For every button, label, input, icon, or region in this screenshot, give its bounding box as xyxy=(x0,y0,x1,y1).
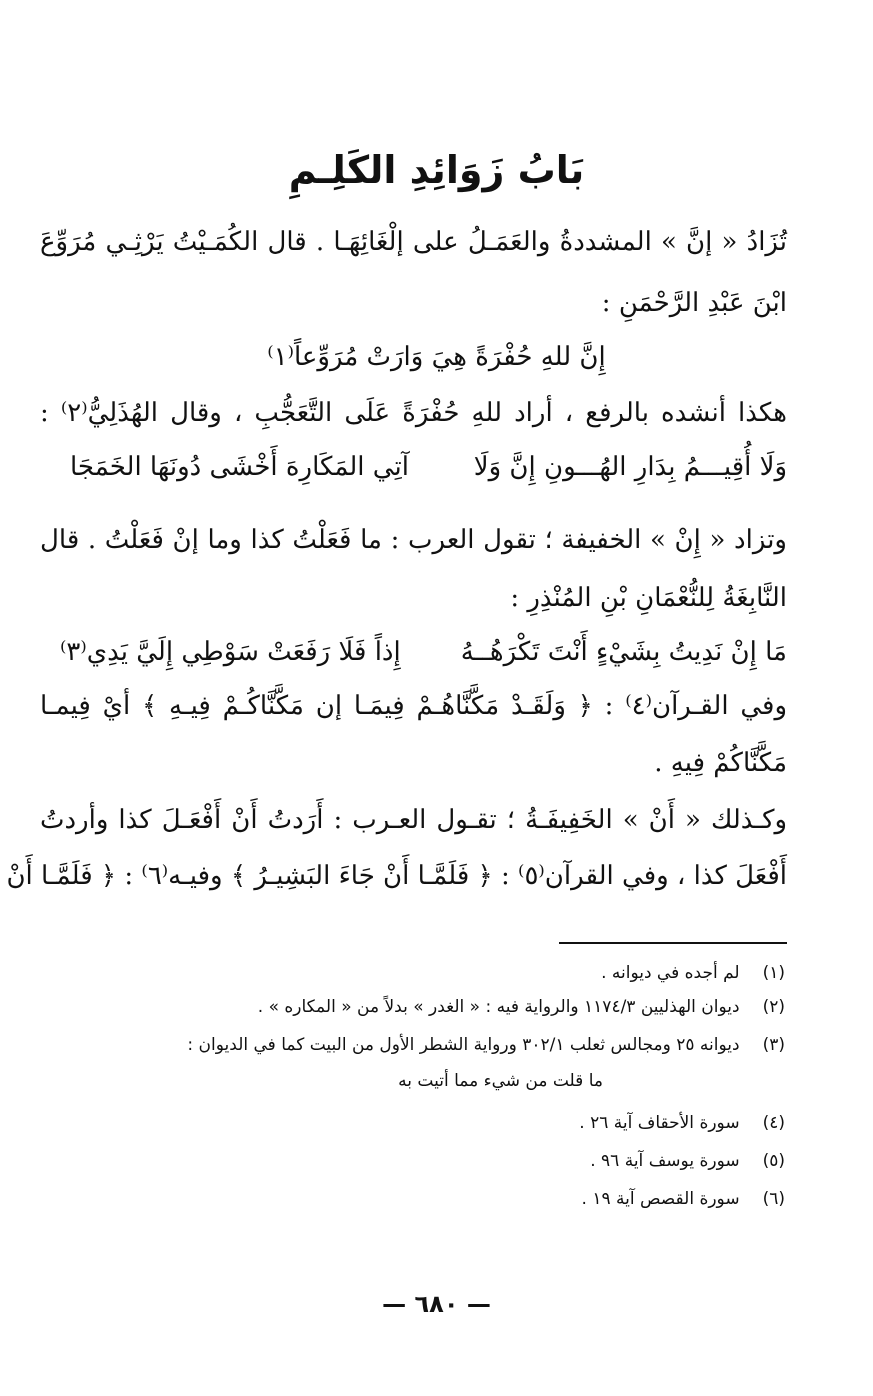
body-line: وتزاد « إِنْ » الخفيفة ؛ تقول العرب : ما فَعَلْتُ كذا وما إنْ فَعَلْتُ . قال xyxy=(40,525,787,555)
footnote-number: (٤) xyxy=(762,1113,785,1133)
footnote-number: (٢) xyxy=(762,997,785,1017)
footnote xyxy=(40,1108,785,1138)
verse-hemistich-right: مَا إِنْ نَدِيتُ بِشَيْءٍ أَنْتَ تَكْرَهُــهُ xyxy=(460,637,787,667)
body-line: ابْنَ عَبْدِ الرَّحْمَنِ : xyxy=(601,288,787,318)
verse-hemistich-left: آتِي المَكَارِهَ أَخْشَى دُونَهَا الخَمَجَا xyxy=(70,452,409,482)
verse-hemistich-right: وَلَا أُقِيـــمُ بِدَارِ الهُـــونِ إِنَّ وَلَا xyxy=(473,452,787,482)
verse-hemistich-left: إِذاً فَلَا رَفَعَتْ سَوْطِي إِلَيَّ يَدِي⁽٣⁾ xyxy=(60,637,401,667)
footnote-text: سورة يوسف آية ٩٦ . xyxy=(590,1151,740,1171)
footnote-divider xyxy=(559,942,787,944)
body-line: هكذا أنشده بالرفع ، أراد للهِ حُفْرَةً عَلَى التَّعَجُّبِ ، وقال الهُذَلِيُّ⁽٢⁾ : xyxy=(40,398,787,428)
footnote-number: (١) xyxy=(762,963,785,983)
footnote xyxy=(40,958,785,988)
verse-line: إِنَّ للهِ حُفْرَةً هِيَ وَارَتْ مُرَوِّعاً⁽١⁾ xyxy=(267,342,606,372)
body-line: تُزَادُ « إنَّ » المشددةُ والعَمَـلُ على إلْغَائِهَـا . قال الكُمَـيْتُ يَرْثِـي مُرَوِّعَ xyxy=(40,227,787,257)
body-line: أَفْعَلَ كذا ، وفي القرآن⁽٥⁾ : ﴿ فَلَمَّـا أَنْ جَاءَ البَشِيـرُ ﴾ وفيـه⁽٦⁾ : ﴿ فَلَمَّـا أَنْ xyxy=(6,861,787,891)
footnote-text: ديوانه ٢٥ ومجالس ثعلب ٣٠٢/١ ورواية الشطر الأول من البيت كما في الديوان : xyxy=(187,1035,740,1055)
footnote xyxy=(40,1030,785,1060)
body-line: النَّابِغَةُ لِلنُّعْمَانِ بْنِ المُنْذِرِ : xyxy=(510,583,787,613)
footnote-number: (٥) xyxy=(762,1151,785,1171)
body-line: وكـذلك « أَنْ » الخَفِيفَـةُ ؛ تقـول العـرب : أَرَدتُ أَنْ أَفْعَـلَ كذا وأردتُ xyxy=(40,805,787,835)
chapter-title: بَابُ زَوَائِدِ الكَلِـمِ xyxy=(288,148,585,192)
footnote-number: (٦) xyxy=(762,1189,785,1209)
footnote-number: (٣) xyxy=(762,1035,785,1055)
footnote-text: ديوان الهذليين ١١٧٤/٣ والرواية فيه : « الغدر » بدلاً من « المكاره » . xyxy=(257,997,740,1017)
footnote xyxy=(40,1184,785,1214)
body-line: مَكَّنَّاكُمْ فِيهِ . xyxy=(654,748,787,778)
body-line: وفي القـرآن⁽٤⁾ : ﴿ وَلَقَـدْ مَكَّنَّاهُـمْ فِيمَـا إن مَكَّنَّاكُـمْ فِيـهِ ﴾ أيْ فِيمـا xyxy=(40,691,787,721)
footnote-text: سورة القصص آية ١٩ . xyxy=(581,1189,740,1209)
footnote-text: لم أجده في ديوانه . xyxy=(601,963,740,983)
footnote-verse: ما قلت من شيء مما أتيت به xyxy=(398,1071,603,1091)
footnote xyxy=(40,1146,785,1176)
page-number: — ٦٨٠ — xyxy=(382,1290,491,1318)
footnote-text: سورة الأحقاف آية ٢٦ . xyxy=(579,1113,740,1133)
footnote xyxy=(40,992,785,1022)
